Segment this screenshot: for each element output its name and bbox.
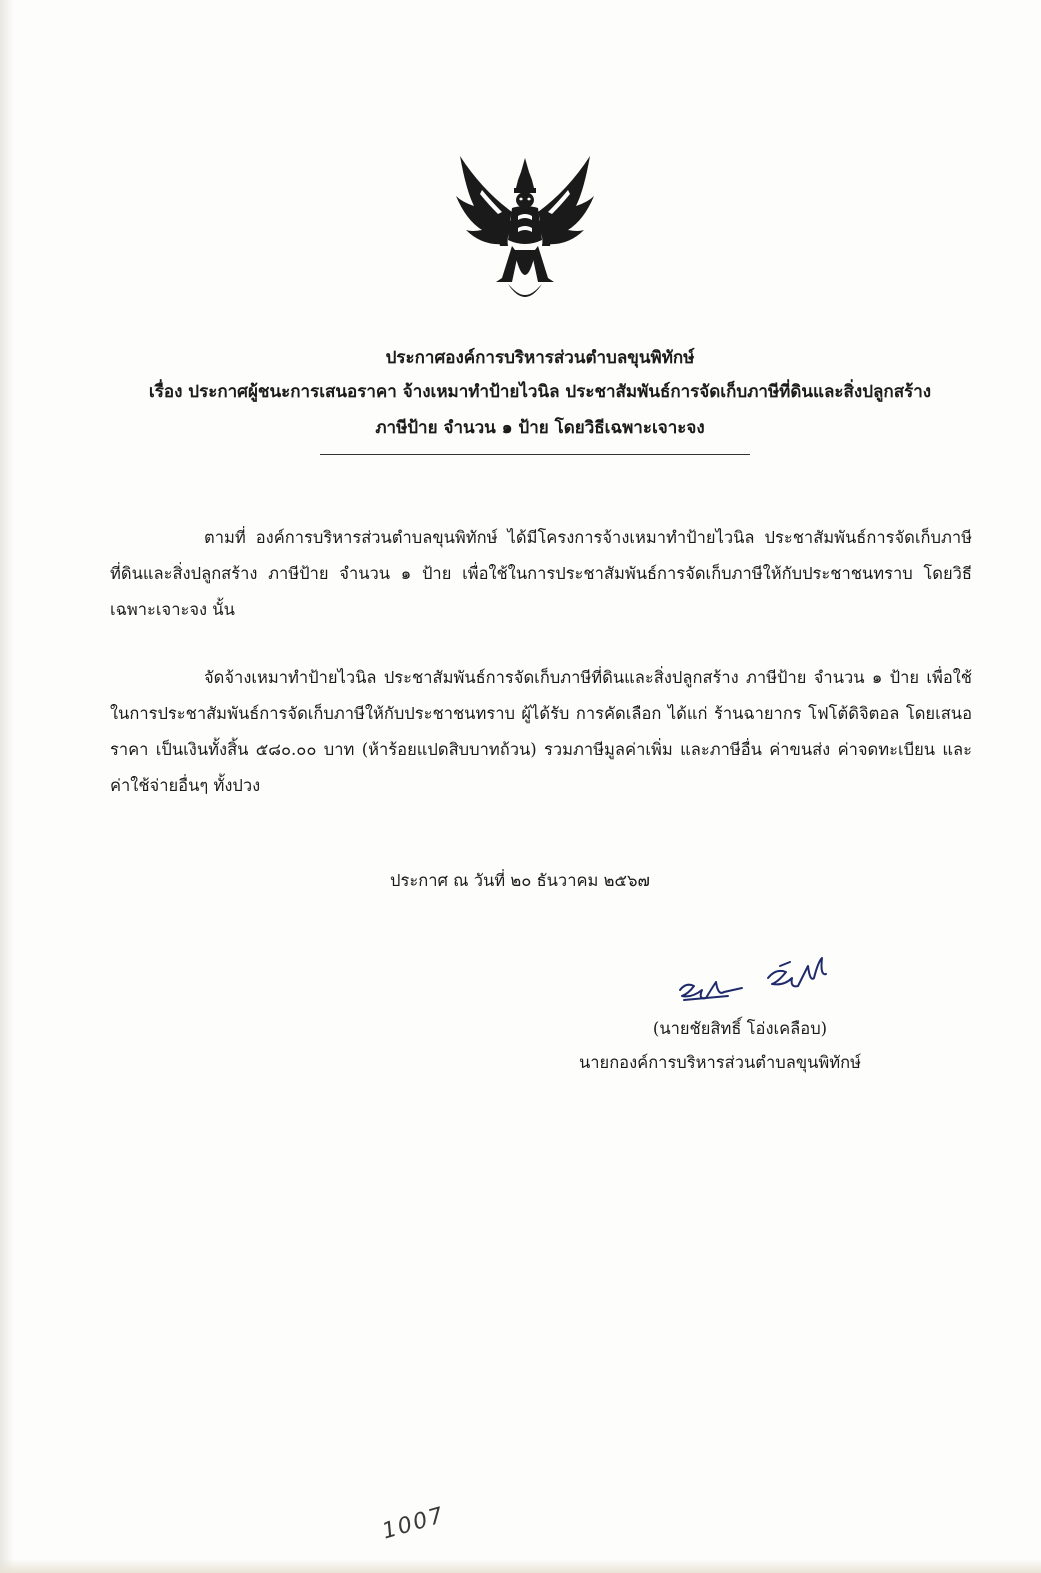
signatory-position: นายกองค์การบริหารส่วนตำบลขุนพิทักษ์: [578, 1053, 862, 1072]
handwritten-page-number: 1007: [379, 1502, 448, 1545]
header-divider: [320, 454, 750, 455]
announcement-subject-continued: ภาษีป้าย จำนวน ๑ ป้าย โดยวิธีเฉพาะเจาะจง: [375, 418, 705, 438]
signatory-name: (นายชัยสิทธิ์ โอ่งเคลือบ): [652, 1019, 828, 1038]
page-shadow-bottom: [0, 1559, 1041, 1573]
announcement-date: ประกาศ ณ วันที่ ๒๐ ธันวาคม ๒๕๖๗: [390, 871, 650, 890]
body-paragraph-2: จัดจ้างเหมาทำป้ายไวนิล ประชาสัมพันธ์การจัดเก็บภาษีที่ดินและสิ่งปลูกสร้าง ภาษีป้าย จำนวน ๑ ป้าย เพื่อใช้ในการประชาสัมพันธ์การจัดเก็บภาษีให้กับประชาชนทราบ ผู้ได้รับ การคัดเลือก ได้แก่ ร้านฉายากร โฟโต้ดิจิตอล โดยเสนอราคา เป็นเงินทั้งสิ้น ๕๘๐.๐๐ บาท (ห้าร้อยแปดสิบบาทถ้วน) รวมภาษีมูลค่าเพิ่ม และภาษีอื่น ค่าขนส่ง ค่าจดทะเบียน และค่าใช้จ่ายอื่นๆ ทั้งปวง: [110, 668, 972, 795]
page-shadow-left: [0, 0, 14, 1573]
handwritten-signatures-icon: [672, 952, 842, 1012]
body-paragraph-1: ตามที่ องค์การบริหารส่วนตำบลขุนพิทักษ์ ได้มีโครงการจ้างเหมาทำป้ายไวนิล ประชาสัมพันธ์การจัดเก็บภาษีที่ดินและสิ่งปลูกสร้าง ภาษีป้าย จำนวน ๑ ป้าย เพื่อใช้ในการประชาสัมพันธ์การจัดเก็บภาษีให้กับประชาชนทราบ โดยวิธีเฉพาะเจาะจง นั้น: [110, 528, 972, 619]
announcement-subject: เรื่อง ประกาศผู้ชนะการเสนอราคา จ้างเหมาทำป้ายไวนิล ประชาสัมพันธ์การจัดเก็บภาษีที่ดินและสิ่งปลูกสร้าง: [148, 382, 932, 402]
announcement-title: ประกาศองค์การบริหารส่วนตำบลขุนพิทักษ์: [385, 348, 695, 368]
garuda-emblem-icon: [452, 150, 598, 310]
